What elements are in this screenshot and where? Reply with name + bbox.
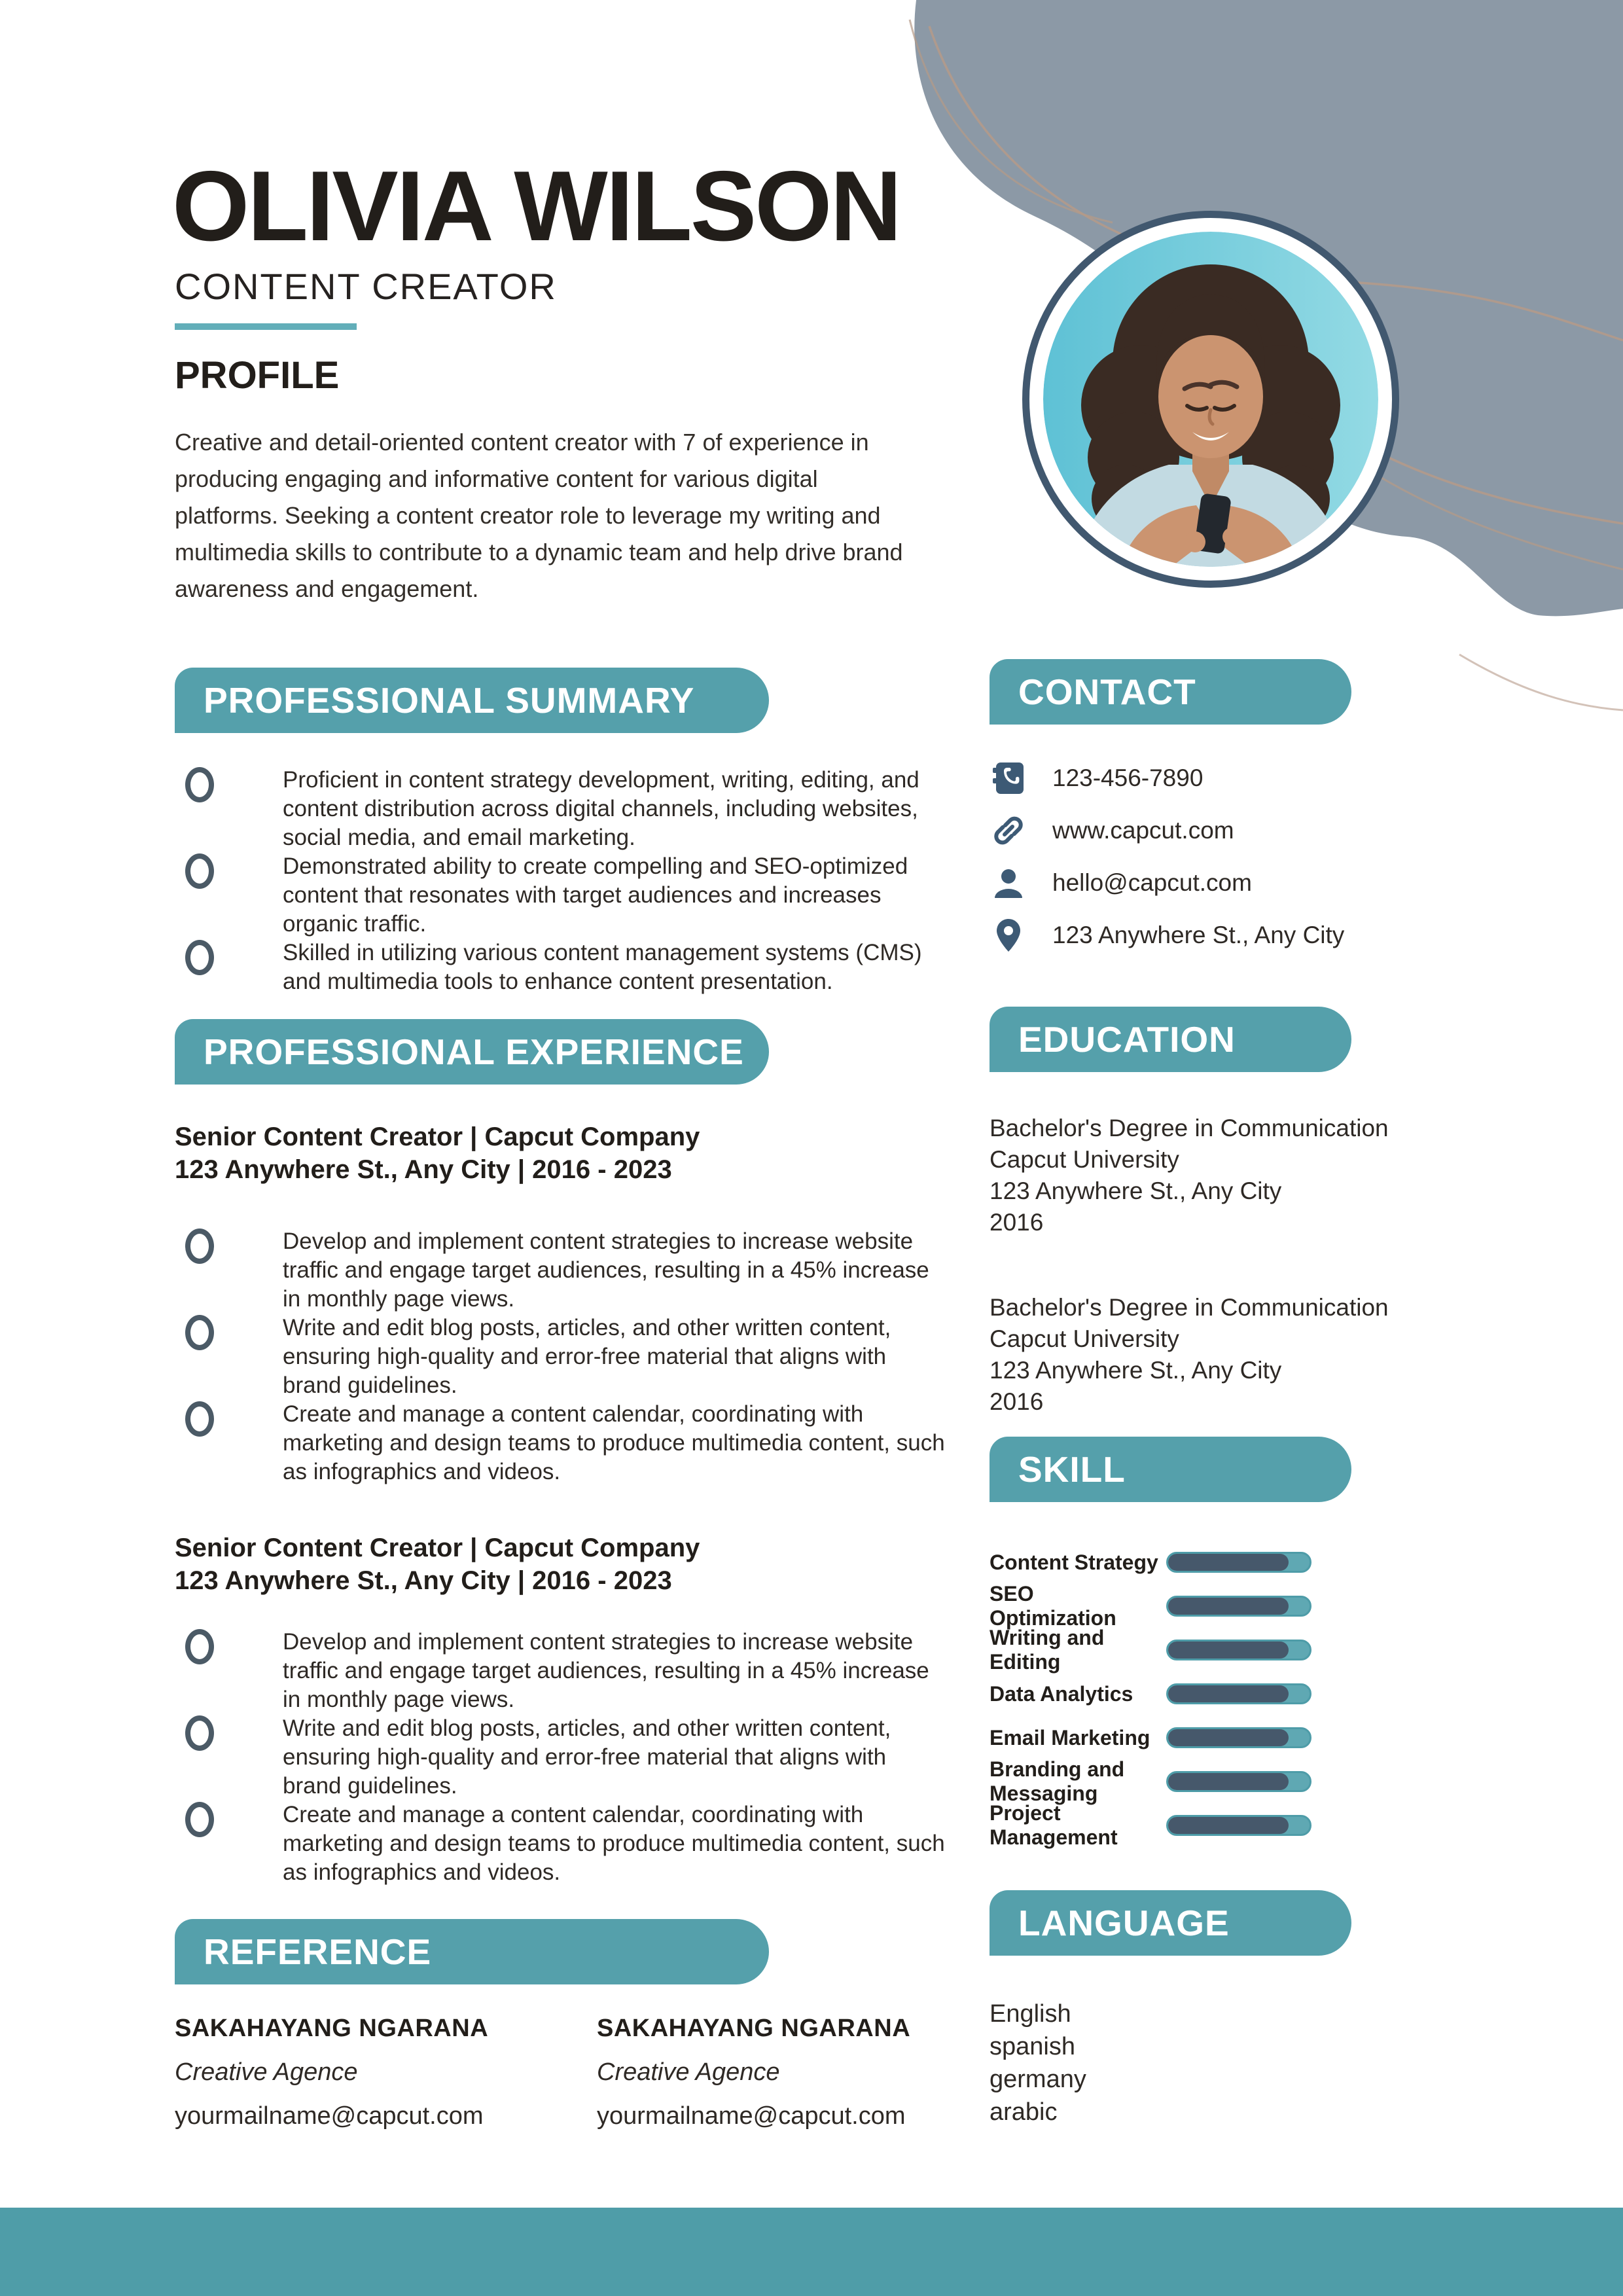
language-item: arabic [990,2098,1058,2126]
contact-row [990,916,1461,954]
section-banner-language [990,1890,1351,1956]
profile-heading: PROFILE [175,354,340,397]
list-item-text: Demonstrated ability to create compelling and SEO-optimized content that resonates with target audiences and increases organic traffic. [283,853,908,937]
title-divider [175,323,357,330]
contact-address-text: 123 Anywhere St., Any City [1052,922,1345,948]
skill-row [990,1547,1487,1577]
bullet-ring-icon [185,1629,214,1664]
job-heading [175,1121,947,1186]
education-entry [990,1113,1461,1238]
skill-bar-fill [1168,1598,1289,1615]
section-heading: CONTACT [1018,672,1196,712]
skill-label: Branding and Messaging [990,1757,1125,1805]
skill-list [990,1547,1487,1854]
skill-bar [1166,1640,1311,1660]
skill-bar-fill [1168,1554,1289,1571]
list-item-text: Create and manage a content calendar, coordinating with marketing and design teams to produce multimedia content, such as infographics and videos. [283,1802,945,1885]
skill-row [990,1582,1487,1630]
skill-bar-fill [1168,1685,1289,1702]
person-job-title: CONTENT CREATOR [175,266,557,307]
list-item [175,1400,947,1486]
reference-name: SAKAHAYANG NGARANA [597,2015,911,2042]
profile-summary-text: Creative and detail-oriented content creator with 7 of experience in producing engaging and informative content for various digital platforms. Seeking a content creator role to leverage my writing and multimedia skills to contribute to a dynamic team and help drive brand awareness and engagement. [175,429,903,602]
skill-bar [1166,1683,1311,1704]
section-banner-education [990,1007,1351,1072]
bullet-ring-icon [185,940,214,975]
skill-label: Writing and Editing [990,1626,1105,1674]
skill-row [990,1757,1487,1805]
section-banner-reference [175,1919,769,1984]
bullet-ring-icon [185,1802,214,1837]
education-degree: Bachelor's Degree in Communication [990,1294,1389,1321]
list-item [175,1227,947,1314]
reference-email: yourmailname@capcut.com [597,2102,906,2130]
contact-phone-text: 123-456-7890 [1052,764,1204,791]
education-year: 2016 [990,1209,1044,1236]
skill-bar-fill [1168,1817,1289,1834]
skill-label: SEO Optimization [990,1582,1116,1630]
contact-row [990,812,1461,850]
skill-label: Email Marketing [990,1725,1150,1749]
contact-list [990,759,1461,969]
footer-accent-bar [0,2208,1623,2296]
education-entry [990,1292,1461,1418]
skill-label: Content Strategy [990,1550,1158,1574]
skill-bar [1166,1552,1311,1573]
contact-website-text: www.capcut.com [1052,817,1234,844]
link-icon [990,812,1027,850]
skill-bar [1166,1596,1311,1617]
list-item [175,939,947,996]
contact-row [990,759,1461,797]
list-item [175,1628,947,1714]
reference-entry [175,2015,597,2130]
reference-company: Creative Agence [175,2058,358,2086]
skill-bar [1166,1727,1311,1748]
section-heading: PROFESSIONAL EXPERIENCE [204,1031,744,1072]
contact-email-text: hello@capcut.com [1052,869,1252,896]
contact-row [990,864,1461,902]
education-school: Capcut University [990,1146,1179,1173]
bullet-ring-icon [185,1401,214,1437]
skill-bar [1166,1815,1311,1836]
bullet-ring-icon [185,853,214,889]
skill-row [990,1801,1487,1849]
list-item-text: Write and edit blog posts, articles, and other written content, ensuring high-quality and error-free material that aligns with brand guidelines. [283,1315,891,1398]
summary-list [175,766,947,996]
reference-email: yourmailname@capcut.com [175,2102,484,2130]
language-item: germany [990,2066,1086,2093]
avatar-illustration [1043,232,1378,567]
bullet-ring-icon [185,767,214,802]
job-meta-line: 123 Anywhere St., Any City | 2016 - 2023 [175,1566,672,1595]
education-list [990,1113,1461,1418]
profile-photo [1022,211,1399,588]
section-heading: LANGUAGE [1018,1903,1230,1943]
education-year: 2016 [990,1388,1044,1415]
bullet-ring-icon [185,1229,214,1264]
reference-company: Creative Agence [597,2058,780,2086]
job-bullet-list [175,1227,947,1486]
section-heading: REFERENCE [204,1931,432,1972]
section-heading: SKILL [1018,1449,1126,1490]
job-heading [175,1532,947,1597]
job-title-line: Senior Content Creator | Capcut Company [175,1534,700,1562]
education-address: 123 Anywhere St., Any City [990,1357,1282,1384]
list-item [175,766,947,852]
skill-row [990,1723,1487,1753]
list-item-text: Skilled in utilizing various content management systems (CMS) and multimedia tools to enhance content presentation. [283,940,922,994]
section-heading: EDUCATION [1018,1019,1236,1060]
reference-name: SAKAHAYANG NGARANA [175,2015,489,2042]
skill-bar [1166,1771,1311,1792]
job-bullet-list [175,1628,947,1887]
section-banner-professional-experience [175,1019,769,1085]
user-icon [990,864,1027,902]
list-item-text: Develop and implement content strategies to increase website traffic and engage target audiences, resulting in a 45% increase in monthly page views. [283,1229,929,1312]
bullet-ring-icon [185,1315,214,1350]
list-item [175,1801,947,1887]
language-item: spanish [990,2033,1075,2060]
skill-label: Data Analytics [990,1681,1133,1706]
bullet-ring-icon [185,1715,214,1751]
list-item-text: Proficient in content strategy development, writing, editing, and content distribution across digital channels, including websites, social media, and email marketing. [283,767,919,850]
section-banner-skill [990,1437,1351,1502]
reference-entry [597,2015,1019,2130]
language-item: English [990,2000,1071,2028]
list-item [175,1714,947,1801]
reference-columns [175,2015,1058,2130]
list-item-text: Write and edit blog posts, articles, and other written content, ensuring high-quality and error-free material that aligns with brand guidelines. [283,1715,891,1799]
section-banner-professional-summary [175,668,769,733]
skill-row [990,1679,1487,1709]
location-icon [990,916,1027,954]
skill-row [990,1626,1487,1674]
education-school: Capcut University [990,1325,1179,1352]
list-item [175,852,947,939]
education-degree: Bachelor's Degree in Communication [990,1115,1389,1141]
job-meta-line: 123 Anywhere St., Any City | 2016 - 2023 [175,1155,672,1184]
list-item-text: Develop and implement content strategies to increase website traffic and engage target audiences, resulting in a 45% increase in monthly page views. [283,1629,929,1712]
list-item-text: Create and manage a content calendar, coordinating with marketing and design teams to produce multimedia content, such as infographics and videos. [283,1401,945,1484]
education-address: 123 Anywhere St., Any City [990,1177,1282,1204]
skill-bar-fill [1168,1773,1289,1790]
skill-bar-fill [1168,1641,1289,1659]
language-list [990,1998,1317,2128]
job-title-line: Senior Content Creator | Capcut Company [175,1122,700,1151]
section-banner-contact [990,659,1351,725]
phone-icon [990,759,1027,797]
skill-label: Project Management [990,1801,1118,1849]
person-name: OLIVIA WILSON [172,151,901,262]
list-item [175,1314,947,1400]
skill-bar-fill [1168,1729,1289,1746]
section-heading: PROFESSIONAL SUMMARY [204,680,695,721]
